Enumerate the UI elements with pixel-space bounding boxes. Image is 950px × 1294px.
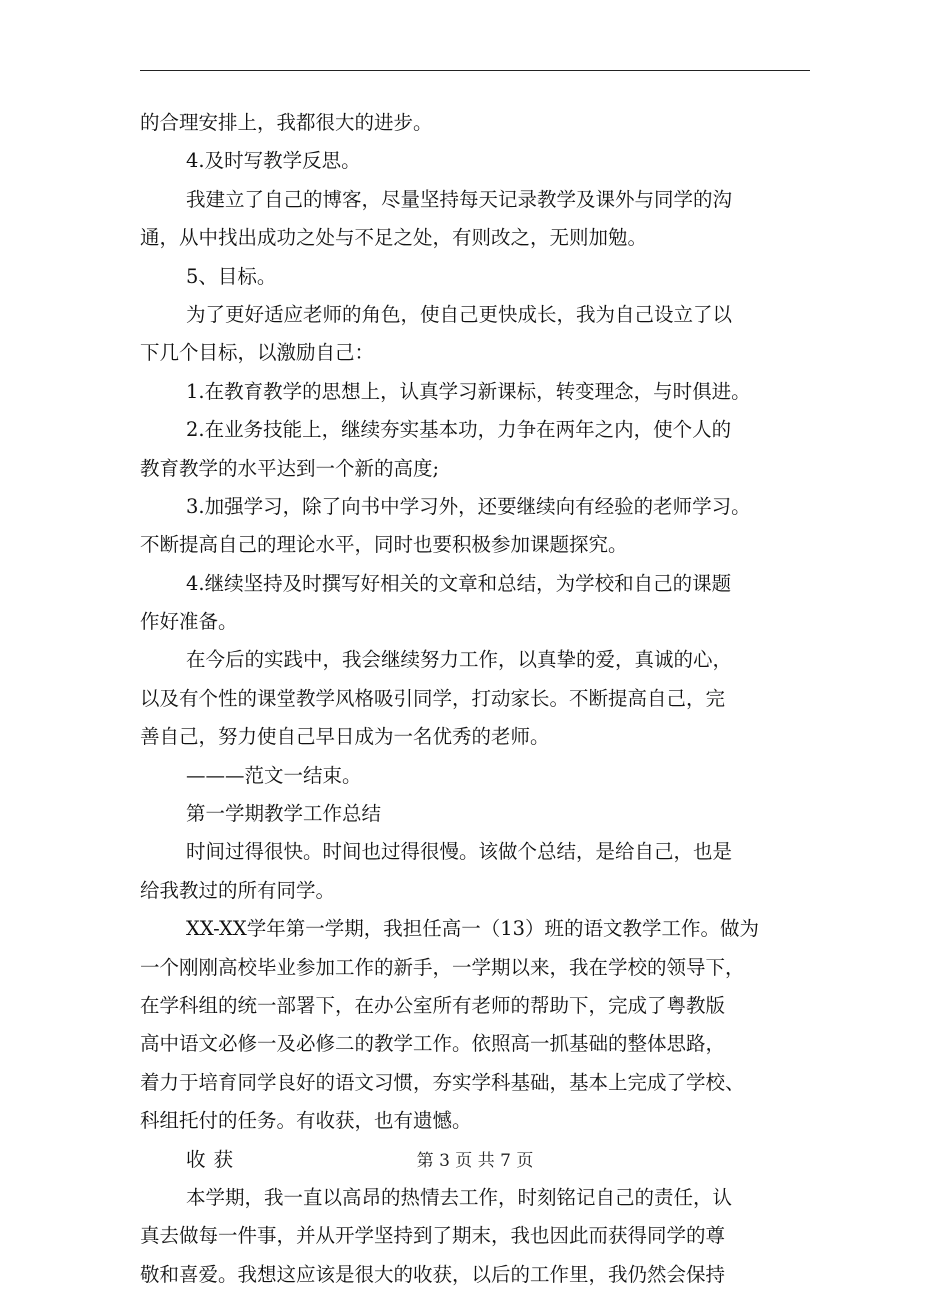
text-line: 高中语文必修一及必修二的教学工作。依照高一抓基础的整体思路， xyxy=(140,1032,726,1056)
text-line: 下几个目标，以激励自己： xyxy=(140,341,375,365)
text-line: 善自己，努力使自己早日成为一名优秀的老师。 xyxy=(140,725,550,749)
text-line: 4.继续坚持及时撰写好相关的文章和总结，为学校和自己的课题 xyxy=(186,571,732,595)
text-line: 我建立了自己的博客，尽量坚持每天记录教学及课外与同学的沟 xyxy=(186,187,733,211)
text-line: 本学期，我一直以高昂的热情去工作，时刻铭记自己的责任，认 xyxy=(186,1185,733,1209)
text-line: ———范文一结束。 xyxy=(186,763,362,787)
page-footer xyxy=(0,1149,950,1173)
text-line: 作好准备。 xyxy=(140,610,238,634)
document-body xyxy=(140,104,810,1294)
text-line: 通，从中找出成功之处与不足之处，有则改之，无则加勉。 xyxy=(140,226,648,250)
text-line: 着力于培育同学良好的语文习惯，夯实学科基础，基本上完成了学校、 xyxy=(140,1070,745,1094)
section-heading: 收获 xyxy=(186,1147,242,1171)
text-line: 真去做每一件事，并从开学坚持到了期末，我也因此而获得同学的尊 xyxy=(140,1224,726,1248)
text-line: 不断提高自己的理论水平，同时也要积极参加课题探究。 xyxy=(140,533,628,557)
text-line: 2.在业务技能上，继续夯实基本功，力争在两年之内，使个人的 xyxy=(186,418,732,442)
text-line: 在今后的实践中，我会继续努力工作，以真挚的爱，真诚的心， xyxy=(186,648,733,672)
page-number: 第 3 页 共 7 页 xyxy=(416,1151,534,1171)
text-line: 时间过得很快。时间也过得很慢。该做个总结，是给自己，也是 xyxy=(186,840,733,864)
text-line: 3.加强学习，除了向书中学习外，还要继续向有经验的老师学习。 xyxy=(186,494,751,518)
text-line: 科组托付的任务。有收获，也有遗憾。 xyxy=(140,1109,472,1133)
text-line: 的合理安排上，我都很大的进步。 xyxy=(140,111,433,134)
text-line: 4.及时写教学反思。 xyxy=(186,149,361,173)
text-line: 给我教过的所有同学。 xyxy=(140,878,336,902)
text-line: XX-XX学年第一学期，我担任高一（13）班的语文教学工作。做为 xyxy=(186,917,760,941)
text-line: 在学科组的统一部署下，在办公室所有老师的帮助下，完成了粤教版 xyxy=(140,993,726,1017)
text-line: 教育教学的水平达到一个新的高度; xyxy=(140,456,440,480)
text-line: 第一学期教学工作总结 xyxy=(186,802,382,826)
text-line: 敬和喜爱。我想这应该是很大的收获，以后的工作里，我仍然会保持 xyxy=(140,1262,726,1286)
text-line: 1.在教育教学的思想上，认真学习新课标，转变理念，与时俱进。 xyxy=(186,379,751,403)
text-line: 一个刚刚高校毕业参加工作的新手，一学期以来，我在学校的领导下， xyxy=(140,955,745,979)
text-line: 5、目标。 xyxy=(186,264,277,288)
text-line: 为了更好适应老师的角色，使自己更快成长，我为自己设立了以 xyxy=(186,302,733,326)
header-rule xyxy=(140,70,810,71)
text-line: 以及有个性的课堂教学风格吸引同学，打动家长。不断提高自己，完 xyxy=(140,686,726,710)
